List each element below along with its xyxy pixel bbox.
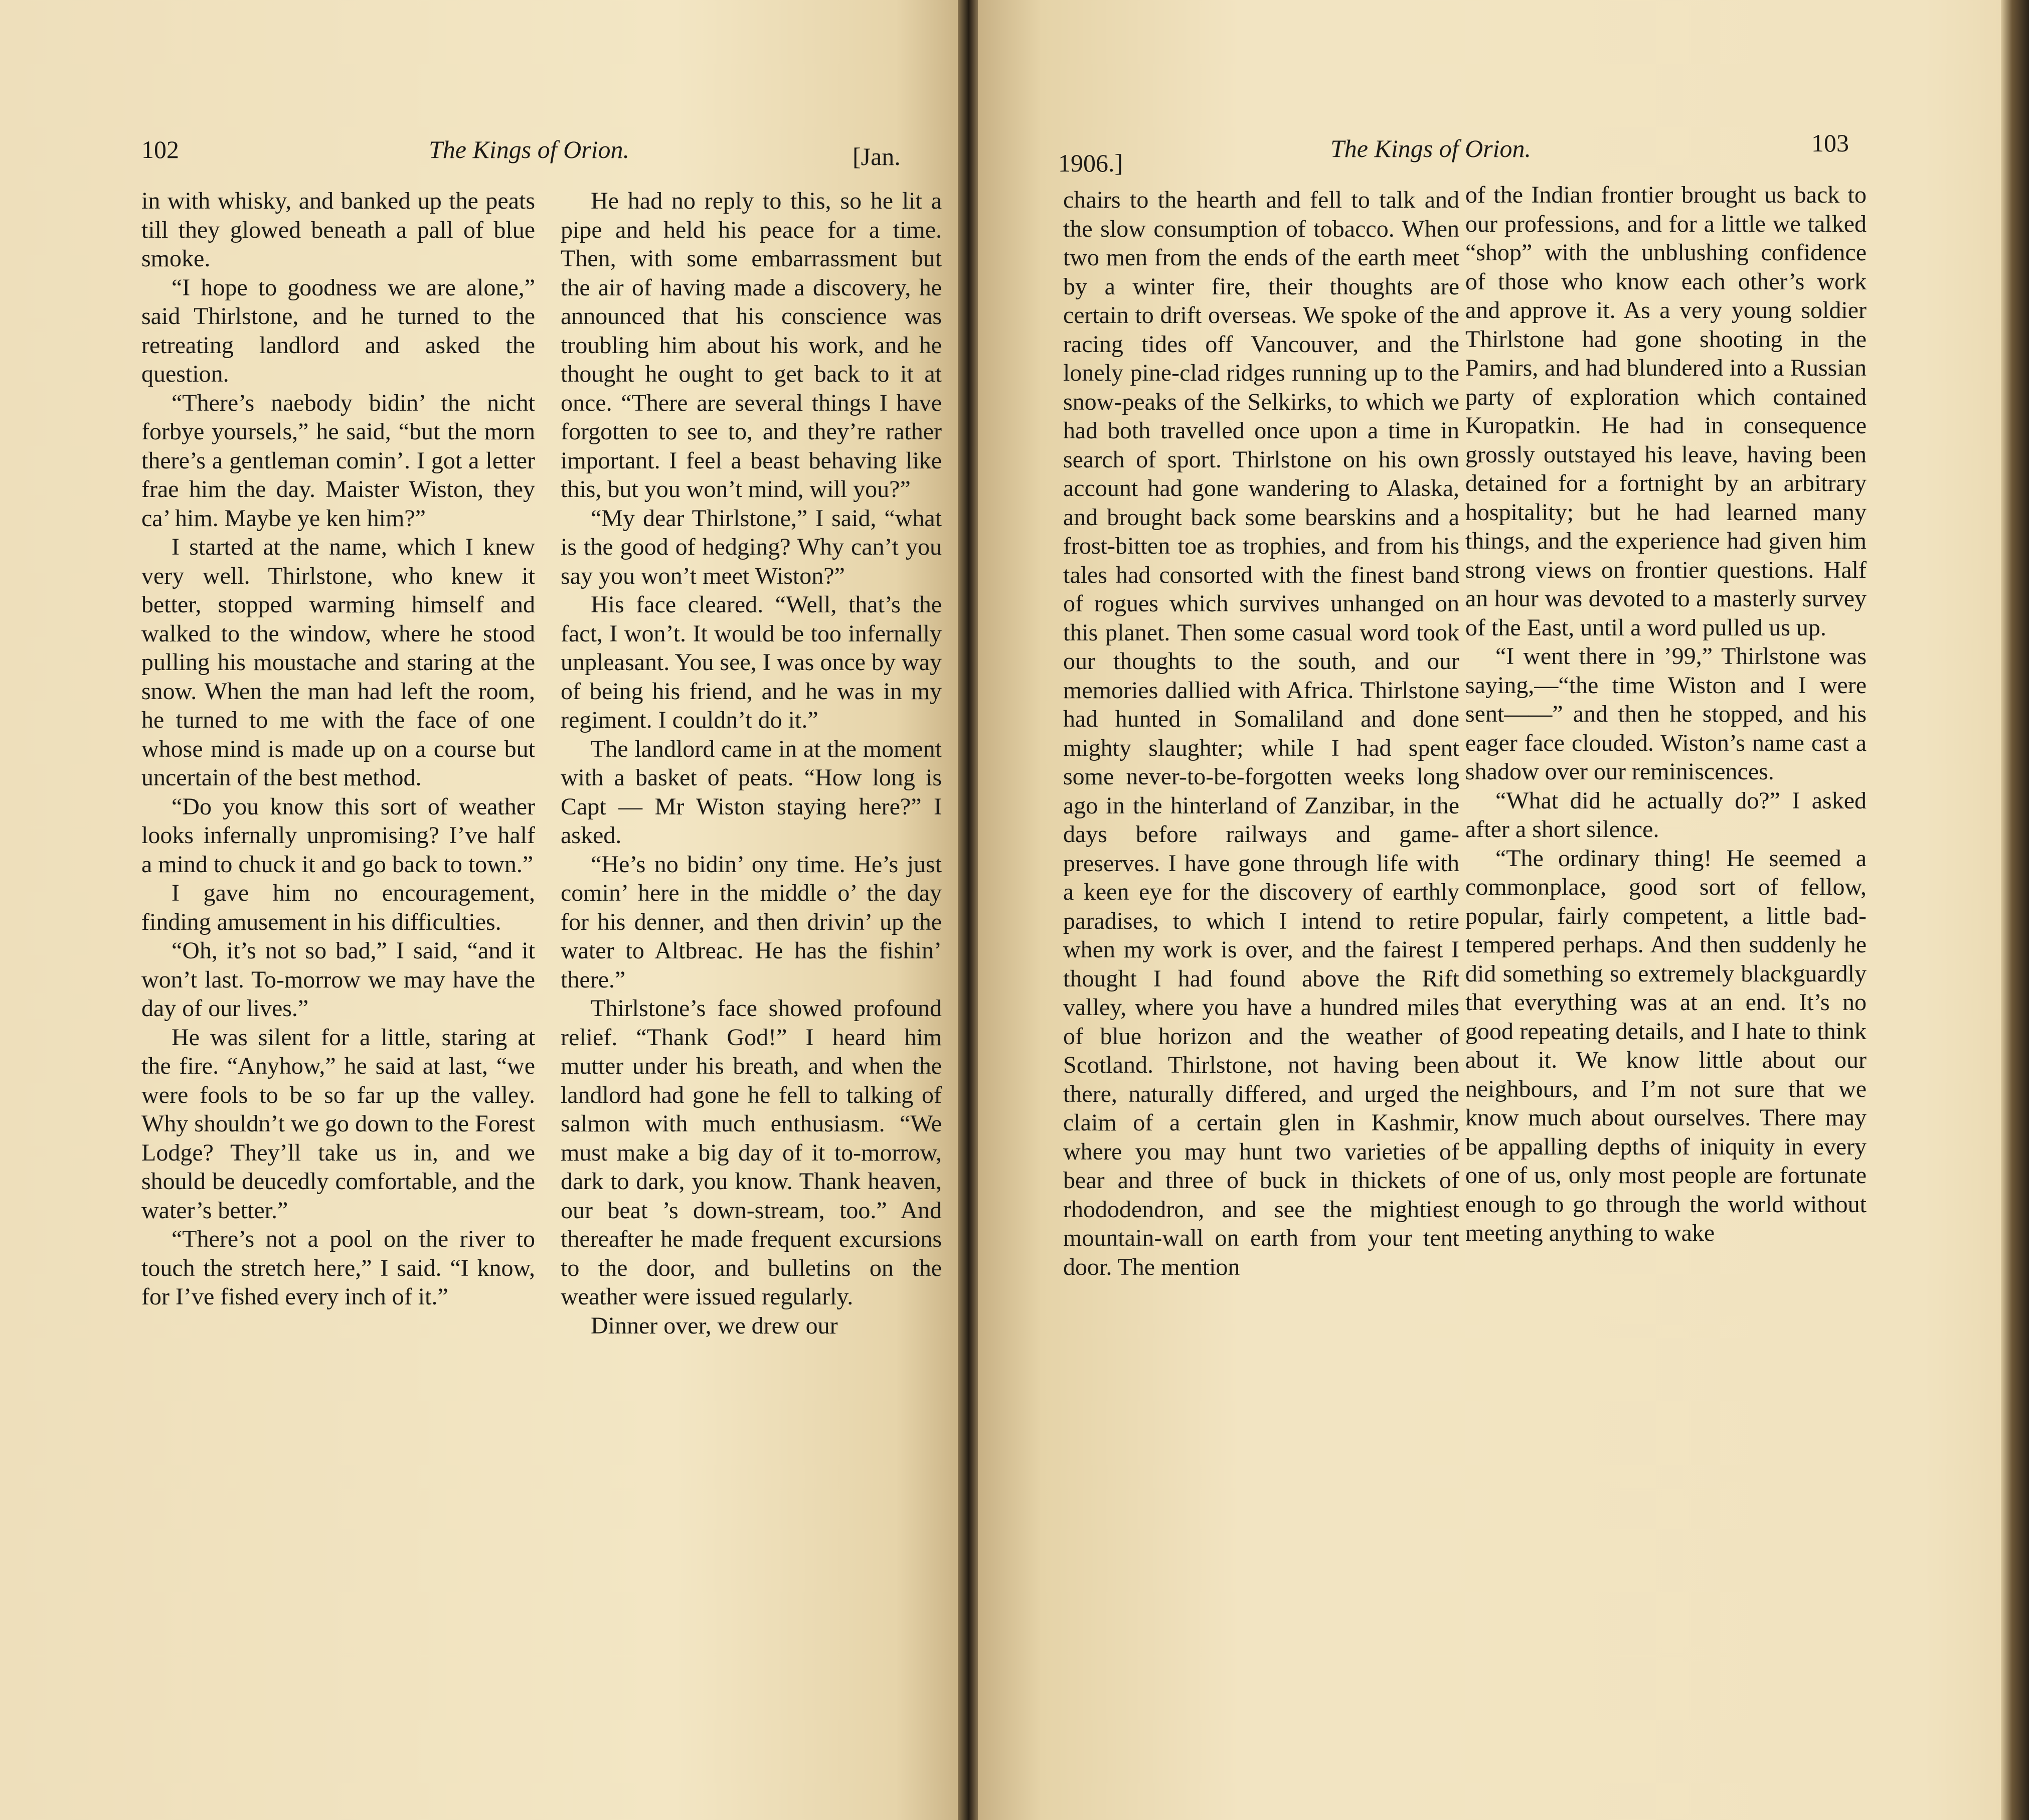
right-column-1: [1063, 186, 1459, 1645]
paragraph: The landlord came in at the moment with a basket of peats. “How long is Capt — Mr Wiston staying here?” I asked.: [561, 735, 942, 849]
paragraph: chairs to the hearth and fell to talk and the slow consumption of tobacco. When two men from the ends of the earth meet by a winter fire, their thoughts are certain to drift overseas. We spoke of the racing tides off Vancouver, and the lonely pine-clad ridges running up to the snow-peaks of the Selkirks, to which we had both travelled once upon a time in search of sport. Thirlstone on his own account had gone wandering to Alaska, and brought back some bearskins and a frost-bitten toe as trophies, and from his tales had consorted with the finest band of rogues which survives unhanged on this planet. Then some casual word took our thoughts to the south, and our memories dallied with Africa. Thirlstone had hunted in Somaliland and done mighty slaughter; while I had spent some never-to-be-forgotten weeks long ago in the hinterland of Zanzibar, in the days before railways and game-preserves. I have gone through life with a keen eye for the discovery of earthly paradises, to which I intend to retire when my work is over, and the fairest I thought I had found above the Rift valley, where you have a hundred miles of blue horizon and the weather of Scotland. Thirlstone, not having been there, naturally differed, and urged the claim of a certain glen in Kashmir, where you may hunt two varieties of bear and three of buck in thickets of rhododendron, and see the mightiest mountain-wall on earth from your tent door. The mention: [1063, 187, 1459, 1280]
paragraph: “The ordinary thing! He seemed a commonplace, good sort of fellow, popular, fairly competent, a little bad-tempered perhaps. And then suddenly he did something so extremely blackguardly that everything was at an end. It’s no good repeating details, and I hate to think about it. We know little about our neighbours, and I’m not sure that we know much about ourselves. There may be appalling depths of iniquity in every one of us, only most people are fortunate enough to go through the world without meeting anything to wake: [1465, 845, 1867, 1246]
paragraph: “There’s naebody bidin’ the nicht forbye yoursels,” he said, “but the morn there’s a gentleman comin’. I got a letter frae him the day. Maister Wiston, they ca’ him. Maybe ye ken him?”: [141, 389, 535, 532]
right-date-fragment: 1906.]: [1058, 149, 1123, 177]
right-running-title: The Kings of Orion.: [1330, 134, 1532, 162]
paragraph: “He’s no bidin’ ony time. He’s just comin’ here in the middle o’ the day for his denner, and then drivin’ up the water to Altbreac. He has the fishin’ there.”: [561, 851, 942, 993]
paragraph: He had no reply to this, so he lit a pipe and held his peace for a time. Then, with some embarrassment but the air of having made a discovery, he announced that his conscience was troubling him about his work, and he thought he ought to get back to it at once. “There are several things I have forgotten to see to, and they’re rather important. I feel a beast behaving like this, but you won’t mind, will you?”: [561, 188, 942, 503]
paragraph: “There’s not a pool on the river to touch the stretch here,” I said. “I know, for I’ve fished every inch of it.”: [141, 1226, 535, 1310]
paragraph: “What did he actually do?” I asked after a short silence.: [1465, 787, 1867, 843]
paragraph: His face cleared. “Well, that’s the fact, I won’t. It would be too infernally unpleasant. You see, I was once by way of being his friend, and he was in my regiment. I couldn’t do it.”: [561, 591, 942, 733]
paragraph: “Oh, it’s not so bad,” I said, “and it won’t last. To-morrow we may have the day of our lives.”: [141, 937, 535, 1022]
right-page-number: 103: [1811, 129, 1849, 157]
paragraph: in with whisky, and banked up the peats till they glowed beneath a pall of blue smoke.: [141, 188, 535, 272]
left-date-fragment: [Jan.: [853, 142, 901, 171]
paragraph: “I went there in ’99,” Thirlstone was saying,—“the time Wiston and I were sent——” and then he stopped, and his eager face clouded. Wiston’s name cast a shadow over our reminiscences.: [1465, 643, 1867, 785]
paragraph: Dinner over, we drew our: [591, 1312, 838, 1339]
paragraph: He was silent for a little, staring at the fire. “Anyhow,” he said at last, “we were fools to be so far up the valley. Why shouldn’t we go down to the Forest Lodge? They’ll take us in, and we should be deucedly comfortable, and the water’s better.”: [141, 1024, 535, 1224]
left-running-title: The Kings of Orion.: [429, 135, 630, 163]
left-column-2: [561, 187, 942, 1666]
left-page-number: 102: [141, 135, 179, 163]
book-page-edge: [2001, 0, 2029, 1820]
left-column-1: [141, 187, 535, 1666]
right-column-2: [1465, 181, 1867, 1640]
left-page: [0, 0, 963, 1820]
right-page-col2-area: [1459, 0, 2001, 1820]
paragraph: I started at the name, which I knew very well. Thirlstone, who knew it better, stopped warming himself and walked to the window, where he stood pulling his moustache and staring at the snow. When the man had left the room, he turned to me with the face of one whose mind is made up on a course but uncertain of the best method.: [141, 534, 535, 791]
paragraph: “Do you know this sort of weather looks infernally unpromising? I’ve half a mind to chuck it and go back to town.”: [141, 793, 535, 878]
paragraph: Thirlstone’s face showed profound relief. “Thank God!” I heard him mutter under his breath, and when the landlord had gone he fell to talking of salmon with much enthusiasm. “We must make a big day of it to-morrow, dark to dark, you know. Thank heaven, our beat ’s down-stream, too.” And thereafter he made frequent excursions to the door, and bulletins on the weather were issued regularly.: [561, 995, 942, 1310]
paragraph: I gave him no encouragement, finding amusement in his difficulties.: [141, 880, 535, 935]
paragraph: “I hope to goodness we are alone,” said Thirlstone, and he turned to the retreating landlord and asked the question.: [141, 274, 535, 387]
paragraph: “My dear Thirlstone,” I said, “what is the good of hedging? Why can’t you say you won’t meet Wiston?”: [561, 505, 942, 589]
paragraph: of the Indian frontier brought us back to our professions, and for a little we talked “shop” with the unblushing confidence of those who know each other’s work and approve it. As a very young soldier Thirlstone had gone shooting in the Pamirs, and had blundered into a Russian party of exploration which contained Kuropatkin. He had in consequence grossly outstayed his leave, having been detained for a fortnight by an arbitrary hospitality; but he had learned many things, and the experience had given him strong views on frontier questions. Half an hour was devoted to a masterly survey of the East, until a word pulled us up.: [1465, 182, 1867, 641]
